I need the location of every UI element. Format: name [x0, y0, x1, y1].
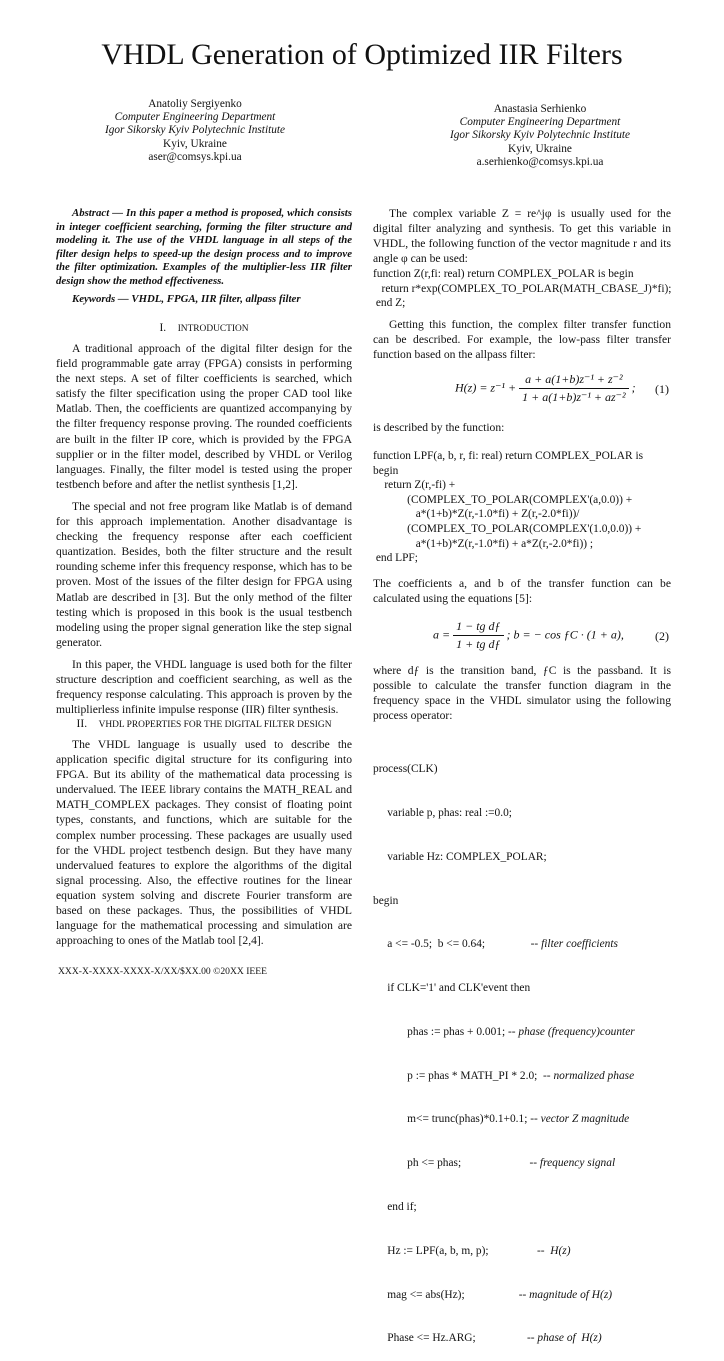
paragraph: Getting this function, the complex filter transfer function can be described. For example, the low-pass filter transfer function based on the allpass filter: — [373, 318, 671, 362]
author-institution: Igor Sikorsky Kyiv Polytechnic Institute — [449, 129, 631, 142]
code-block-z: function Z(r,fi: real) return COMPLEX_POLAR is begin return r*exp(COMPLEX_TO_POLAR(MATH_CBASE_J)*fi); end Z; — [373, 268, 672, 310]
copyright-footer: XXX-X-XXXX-XXXX-X/XX/$XX.00 ©20XX IEEE — [58, 966, 267, 977]
equation-fraction — [453, 619, 503, 652]
paragraph: The complex variable Z = re^jφ is usually used for the digital filter analyzing and synthesis. To get this variable in VHDL, the following function of the vector magnitude r and its angle φ can be used: — [373, 207, 671, 266]
section-number: I. — [159, 322, 167, 334]
keywords — [56, 293, 352, 307]
equation-lhs: a = — [433, 627, 451, 642]
author-block-1 — [100, 98, 290, 164]
paragraph: In this paper, the VHDL language is used both for the filter structure description and coefficient searching, as well as the frequency response calculating. This approach is proven by the multiplierless infinite impulse response (IIR) filter synthesis. — [56, 657, 352, 717]
equation-numerator: 1 − tg dƒ — [453, 619, 503, 636]
section-heading-1 — [56, 322, 352, 334]
code-line: a <= -0.5; b <= 0.64; -- filter coefficients — [373, 938, 618, 951]
paper-title: VHDL Generation of Optimized IIR Filters — [101, 38, 623, 71]
author-institution: Igor Sikorsky Kyiv Polytechnic Institute — [104, 124, 286, 137]
author-dept: Computer Engineering Department — [114, 111, 276, 124]
equation-numerator: a + a(1+b)z⁻¹ + z⁻² — [519, 372, 629, 389]
code-line: end if; — [373, 1201, 417, 1213]
paragraph: The special and not free program like Matlab is of demand for this approach implementation. Another disadvantage is checking the frequency response after each coefficient quantization. Besides, both the filter structure and the result rounding scheme infer this frequency response, which has to be proven. Most of the issues of the filter design for FPGA using Matlab are described in [3]. But the only method of the filter testing which is proposed in this book is the usual testbench modeling using the proper signal generation like the step signal generator. — [56, 499, 352, 649]
code-line: mag <= abs(Hz); -- magnitude of H(z) — [373, 1288, 613, 1301]
keywords-text: Keywords — VHDL, FPGA, IIR filter, allpass filter — [72, 293, 301, 305]
abstract — [56, 207, 352, 288]
right-column-text-5 — [373, 663, 671, 723]
equation-tail: ; — [631, 380, 636, 395]
equation-number: (2) — [655, 629, 669, 643]
code-line: if CLK='1' and CLK'event then — [373, 982, 531, 995]
code-line: variable p, phas: real :=0.0; — [373, 806, 512, 819]
author-city: Kyiv, Ukraine — [163, 137, 227, 150]
code-comment: -- normalized phase — [543, 1069, 635, 1082]
code-line: Phase <= Hz.ARG; -- phase of H(z) — [373, 1332, 602, 1345]
left-column-text-1 — [56, 341, 352, 717]
code-line: Hz := LPF(a, b, m, p); -- H(z) — [373, 1244, 571, 1257]
paragraph: The coefficients a, and b of the transfer function can be calculated using the equations [5]: — [373, 577, 671, 606]
code-comment: -- phase (frequency)counter — [507, 1025, 635, 1038]
author-name: Anatoliy Sergiyenko — [148, 98, 242, 110]
right-column-text-1 — [373, 206, 671, 266]
section-title: INTRODUCTION — [177, 324, 249, 334]
left-column-text-2 — [56, 737, 352, 948]
code-line: m<= trunc(phas)*0.1+0.1; -- vector Z magnitude — [373, 1113, 630, 1126]
abstract-text: Abstract — In this paper a method is proposed, which consists in integer coefficient searching, forming the filter structure and modeling it. The use of the VHDL language in all steps of the filter design helps to speed-up the design process and to improve the filter optimization. Examples of the multiplier-less IIR filter design show the method effectiveness. — [56, 207, 352, 287]
author-email: aser@comsys.kpi.ua — [148, 150, 242, 163]
code-line: begin — [373, 894, 399, 907]
code-comment: -- vector Z magnitude — [530, 1113, 630, 1126]
equation-number: (1) — [655, 382, 669, 396]
equation-tail: ; b = − cos ƒC · (1 + a), — [506, 627, 624, 642]
code-comment: -- filter coefficients — [530, 938, 618, 951]
right-column-text-2 — [373, 317, 671, 362]
section-heading-2 — [56, 718, 352, 730]
equation-denominator: 1 + tg dƒ — [456, 637, 501, 651]
section-title: VHDL PROPERTIES FOR THE DIGITAL FILTER DESIGN — [98, 720, 332, 730]
code-comment: -- magnitude of H(z) — [518, 1288, 613, 1301]
paragraph: is described by the function: — [373, 421, 505, 434]
code-block-process — [373, 733, 635, 1361]
right-column-text-4 — [373, 576, 671, 606]
code-line: phas := phas + 0.001; -- phase (frequency)counter — [373, 1025, 635, 1038]
equation-2 — [433, 619, 624, 652]
author-block-2 — [425, 103, 655, 169]
paragraph: where dƒ is the transition band, ƒC is the passband. It is possible to calculate the transfer function diagram in the frequency space in the VHDL simulator using the following process operator: — [373, 664, 671, 723]
code-comment: -- phase of H(z) — [526, 1332, 602, 1345]
equation-1 — [455, 372, 636, 405]
equation-lhs: H(z) = z⁻¹ + — [455, 380, 517, 395]
code-comment: -- H(z) — [537, 1244, 571, 1257]
author-email: a.serhienko@comsys.kpi.ua — [476, 155, 604, 168]
paragraph: The VHDL language is usually used to describe the application specific digital structure for its configuring into FPGA. But its ability of the mathematical data processing is undervalued. The IEEE library contains the MATH_REAL and MATH_COMPLEX packages. They consist of floating point types, constants, and functions, which are suitable for the complex number processing. These packages are usually used for the VHDL project testbench design. But they have many undervalued features to explore the algorithms of the digital signal processing. Also, the effective routines for the linear equation system solving and discrete Fourier transform are based on these packages. Thus, the possibilities of VHDL language for the mathematical processing and simulation are approaching to ones of the Matlab tool [2,4]. — [56, 738, 352, 948]
equation-denominator: 1 + a(1+b)z⁻¹ + az⁻² — [522, 390, 626, 404]
code-line: process(CLK) — [373, 763, 438, 776]
code-line: p := phas * MATH_PI * 2.0; -- normalized phase — [373, 1069, 635, 1082]
code-block-lpf: function LPF(a, b, r, fi: real) return COMPLEX_POLAR is begin return Z(r,-fi) + (COMPLEX_TO_POLAR(COMPLEX'(a,0.0)) + a*(1+b)*Z(r,-1.0*fi) + Z(r,-2.0*fi))/ (COMPLEX_TO_POLAR(COMPLEX'(1.0,0.0)) + a*(1+b)*Z(r,-1.0*fi) + a*Z(r,-2.0*fi)) ; end LPF; — [373, 450, 644, 565]
author-name: Anastasia Serhienko — [493, 103, 587, 115]
author-city: Kyiv, Ukraine — [508, 142, 572, 155]
section-number: II. — [76, 718, 88, 730]
code-line: variable Hz: COMPLEX_POLAR; — [373, 850, 547, 863]
code-comment: -- frequency signal — [529, 1157, 616, 1170]
right-column-text-3 — [373, 420, 671, 435]
author-dept: Computer Engineering Department — [459, 116, 621, 129]
paragraph: A traditional approach of the digital filter design for the field programmable gate array (FPGA) consists in performing the next steps. A set of filter coefficients is searched, which satisfy the filter specification using the proper CAD tool like Matlab. Then, the coefficients are quantized accompanying by the filter frequency response proving. The rounded coefficients are built in the filter IP core, which is provided by the FPGA supplier or in the filter model, described by VHDL or Verilog languages. Finally, the filter model is tested using the proper testbench before and after the netlist synthesis [1,2]. — [56, 342, 352, 491]
code-line: ph <= phas; -- frequency signal — [373, 1157, 616, 1170]
equation-fraction — [519, 372, 629, 405]
